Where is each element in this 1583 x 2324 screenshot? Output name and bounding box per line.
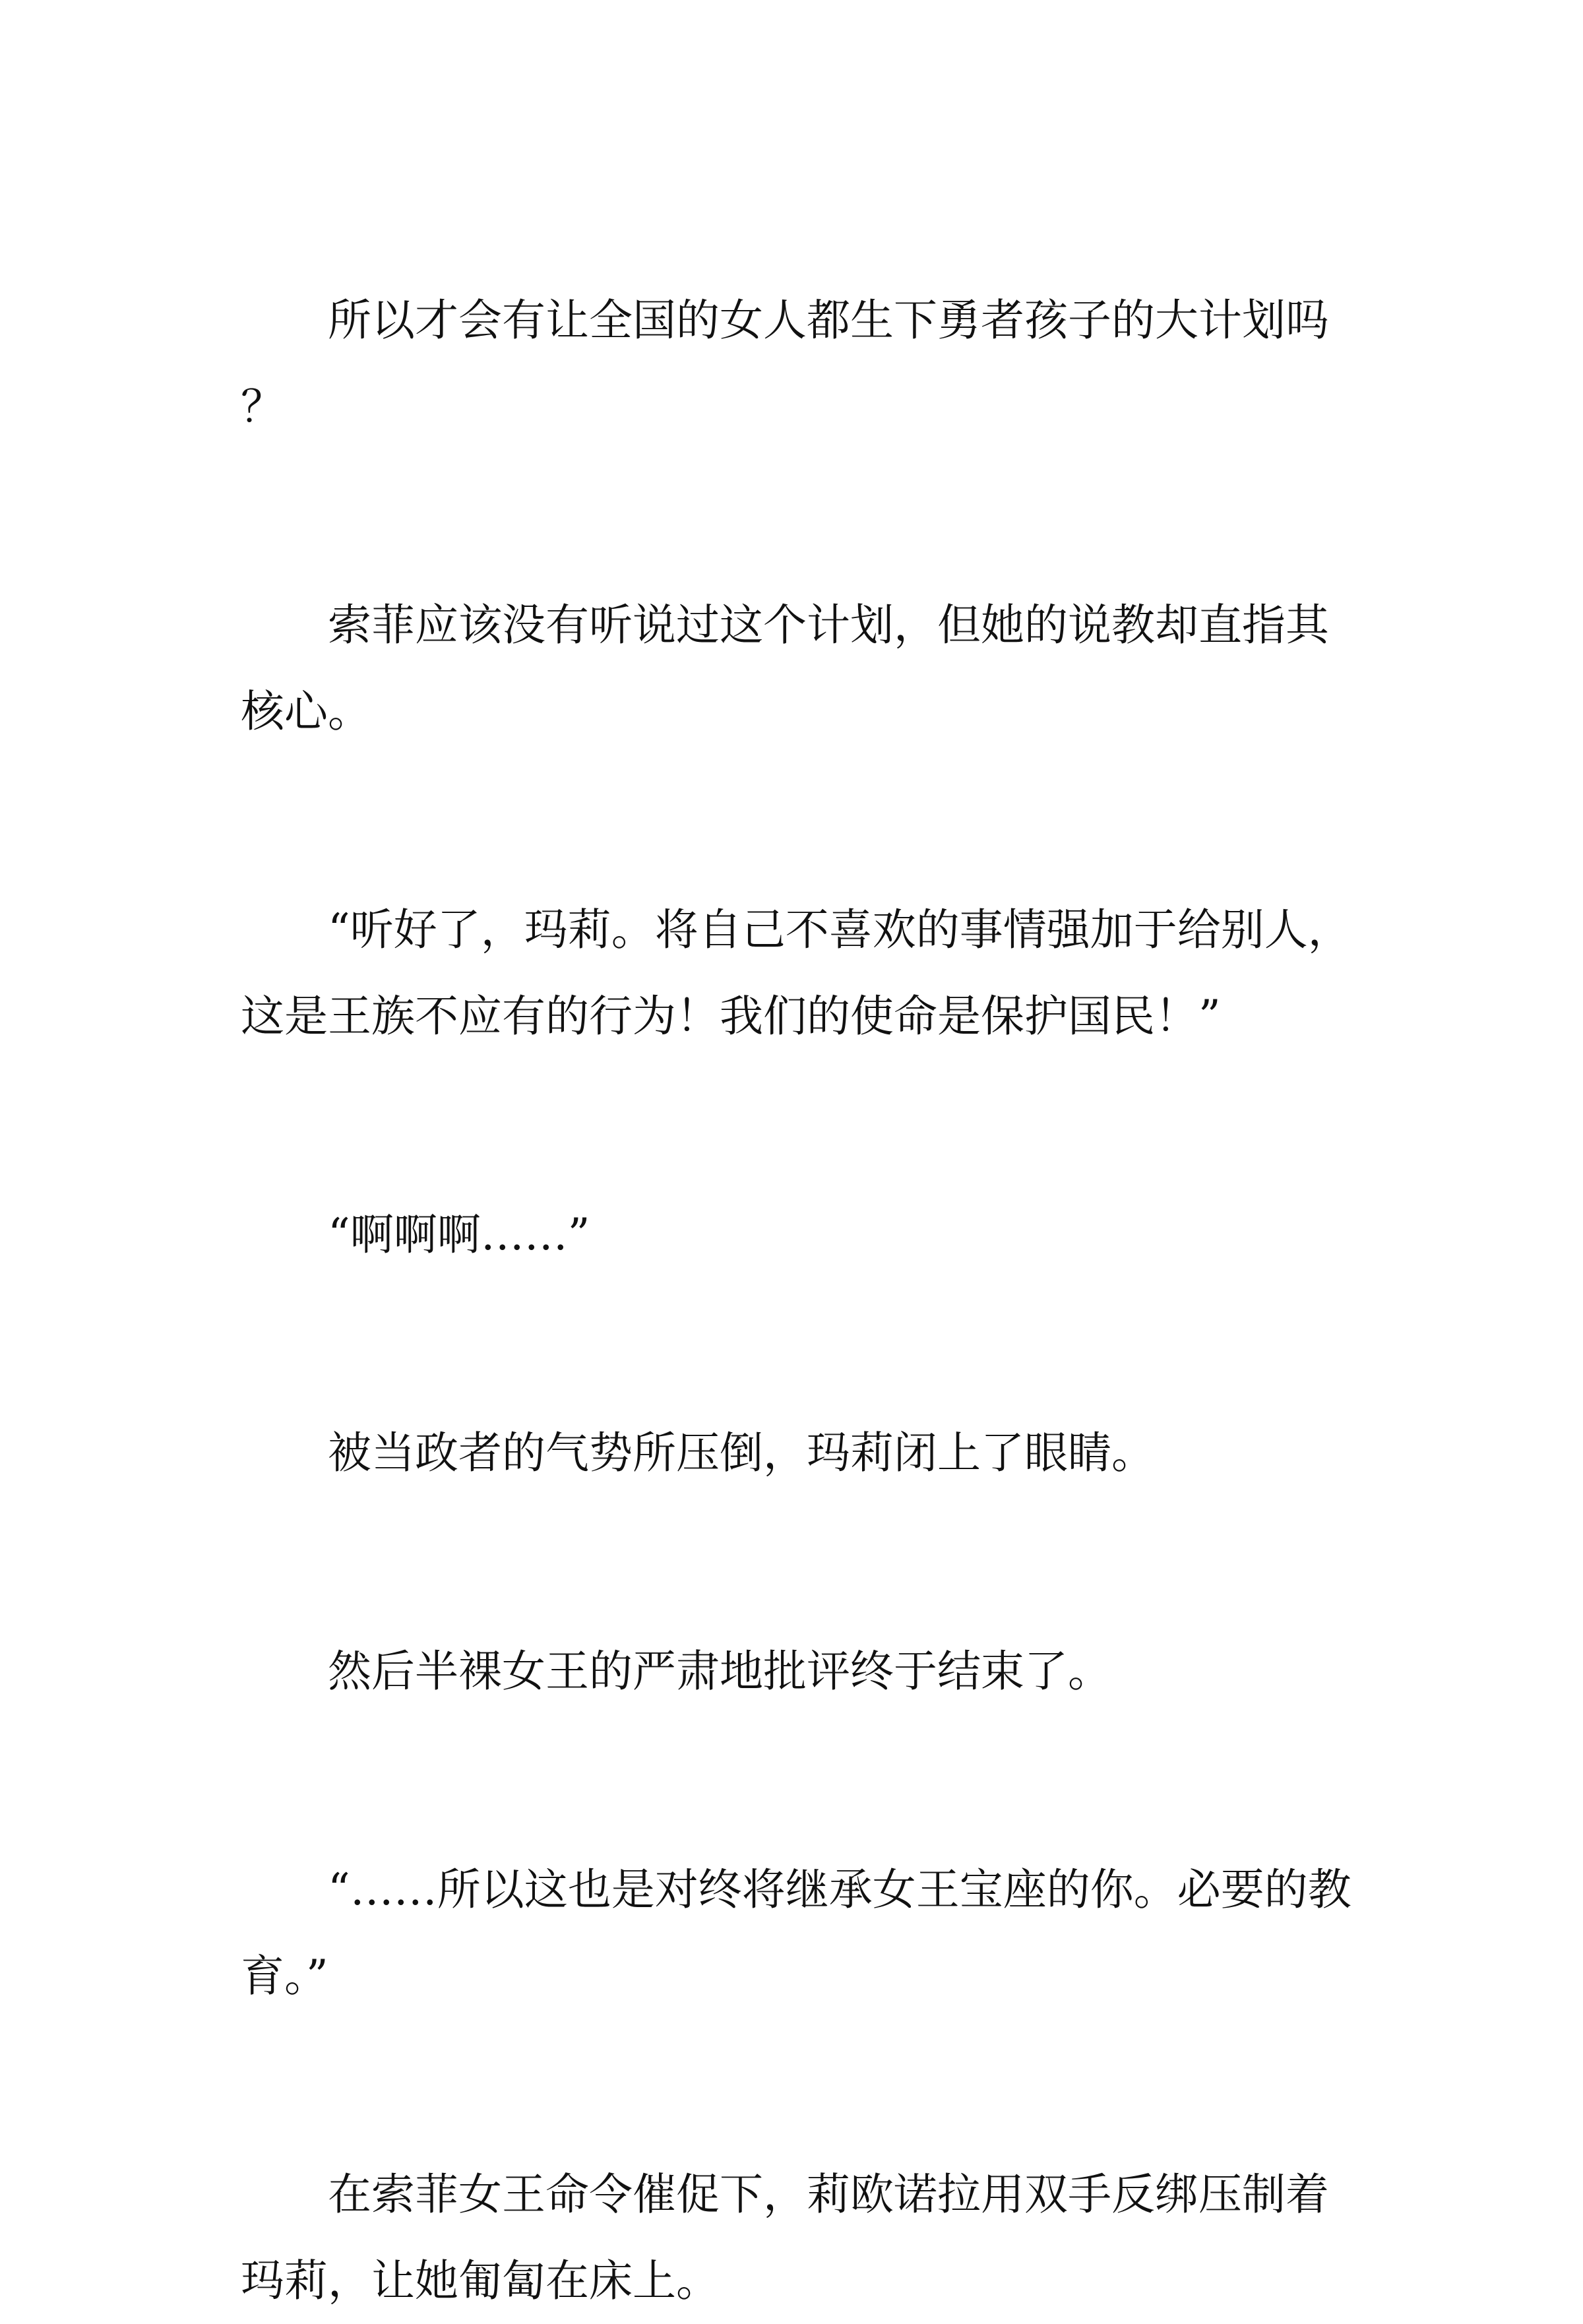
body-text [241,277,1355,2324]
paragraph-2: 索菲应该没有听说过这个计划，但她的说教却直指其核心。 [241,600,1329,737]
paragraph-8: 在索菲女王命令催促下，莉欧诺拉用双手反绑压制着玛莉，让她匍匐在床上。 [241,2169,1329,2306]
paragraph-7: “……所以这也是对终将继承女王宝座的你。必要的教育。” [241,1864,1351,2001]
paragraph-5: 被当政者的气势所压倒，玛莉闭上了眼睛。 [328,1428,1155,1478]
paragraph-3: “听好了，玛莉。将自己不喜欢的事情强加于给别人，这是王族不应有的行为！我们的使命是保护国民！” [241,904,1351,1042]
paragraph-6: 然后半裸女王的严肃地批评终于结束了。 [328,1646,1111,1697]
paragraph-1: 所以才会有让全国的女人都生下勇者孩子的大计划吗？ [241,295,1329,432]
paragraph-4: “啊啊啊……” [328,1209,590,1260]
